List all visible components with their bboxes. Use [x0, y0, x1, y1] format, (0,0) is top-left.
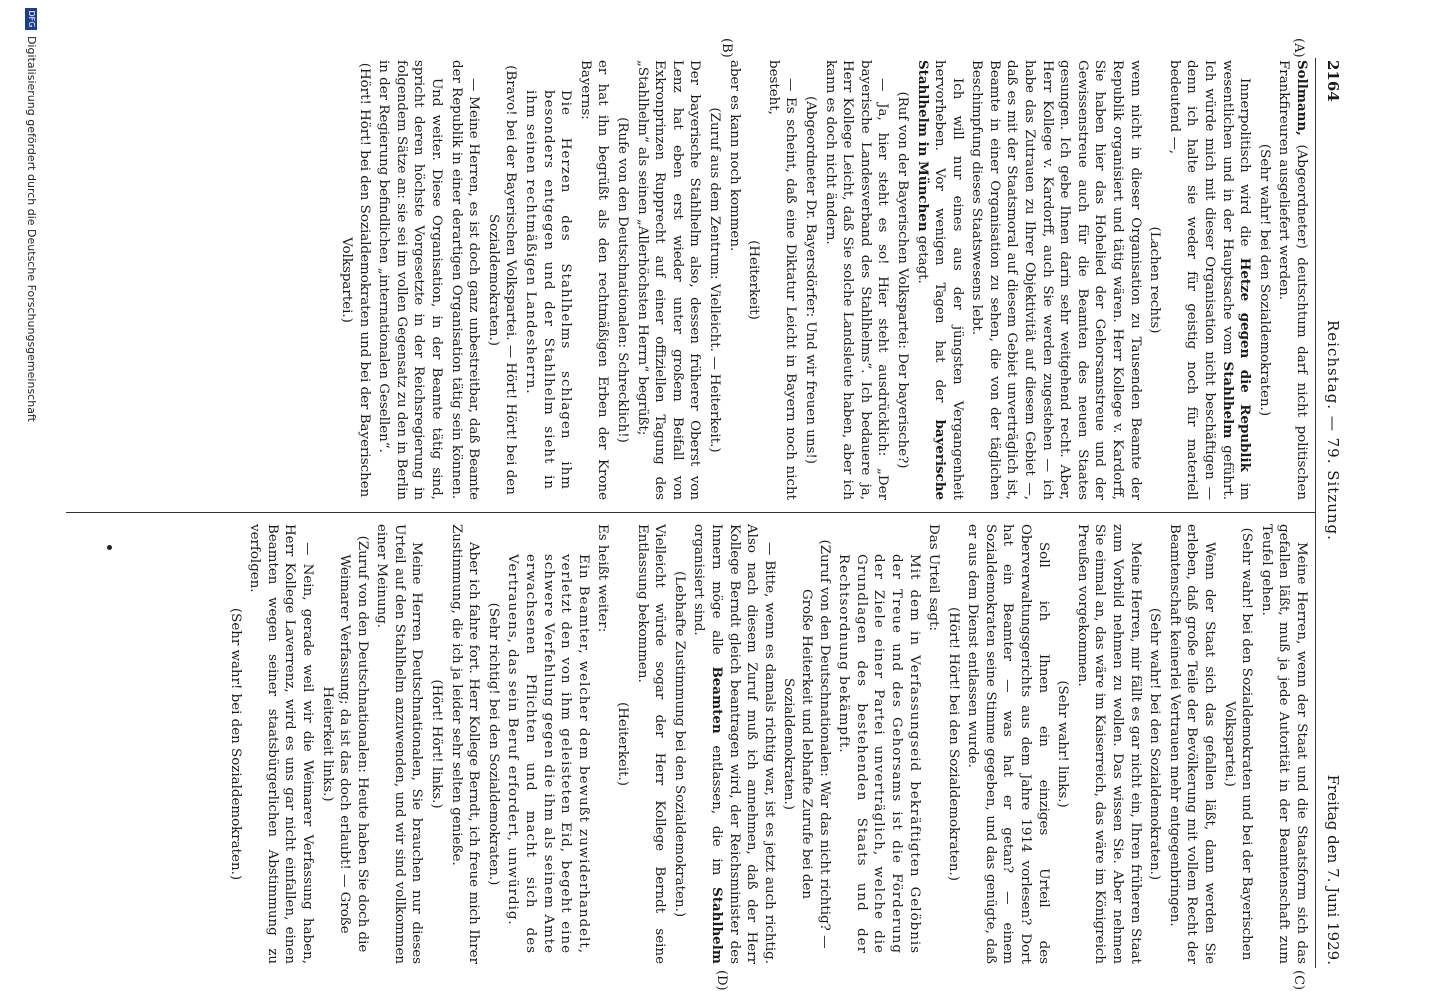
- speaker-role: Abgeordneter: [1294, 149, 1309, 244]
- left-column: [336, 60, 1310, 500]
- interjection: (Lachen rechts): [1147, 226, 1163, 334]
- speck-mark: [107, 545, 112, 550]
- interjection: (Heiterkeit.): [615, 702, 631, 786]
- interjection: (Rufe von den Deutschnationalen: Schrecklich!): [615, 117, 631, 443]
- quotation: Ein Beamter, welcher dem bewußt zuwiderhandelt, verletzt den von ihm geleisteten Eid, begeht eine schwere Verfehlung gegen die ihm als seinem Amte erwachsenen Pflichten und macht sich des Vertrauens, das sein Beruf erfordert, unwürdig.: [505, 554, 591, 955]
- paragraph: Soll ich Ihnen ein einziges Urteil des Oberverwaltungsgerichts aus dem Jahre 1914 vorlesen? Dort hat ein Beamter — was hat er getan? — einem Sozialdemokraten seine Stimme gegeben, und das genügte, daß er aus dem Dienst entlassen wurde.: [965, 524, 1051, 964]
- margin-marker-c: (C): [1291, 970, 1306, 991]
- paragraph: Und weiter. Diese Organisation, in der Beamte tätig sind, spricht deren höchste Vorgesetzte in der Reichsregierung in folgendem Sätze an: sie sei im vollen Gegensatz zu den in Berlin in der Regierung befindlichen „internationalen Gesellen“.: [376, 60, 445, 500]
- interjection: (Ruf von der Bayerischen Volkspartei: Der bayerische?): [894, 91, 910, 469]
- interjection: (Sehr wahr! bei den Sozialdemokraten.): [1147, 607, 1163, 881]
- margin-marker-a: (A): [1291, 38, 1306, 58]
- interjection: (Zuruf von den Deutschnationalen: War das nicht richtig? — Große Heiterkeit und lebhafte Zurufe bei den Sozialdemokraten.): [781, 539, 832, 949]
- margin-marker-d: (D): [714, 970, 729, 991]
- interjection: (Sehr wahr! bei den Sozialdemokraten.): [227, 607, 243, 881]
- paragraph: Wenn der Staat sich das gefallen läßt, dann werden Sie erleben, daß große Teile der Bevölkerung mit vollem Recht der Beamtenschaft keinerlei Vertrauen mehr entgegenbringen.: [1166, 524, 1218, 964]
- right-column: [224, 524, 1310, 964]
- page-number: 2164: [1324, 60, 1342, 102]
- interjection: (Heiterkeit): [746, 240, 762, 320]
- paragraph: Der bayerische Stahlhelm also, dessen früherer Oberst von Lenz hat eben erst wieder unter großem Beifall von Exkronprinzen Rupprecht auf einer offiziellen Tagung des „Stahlhelm“ als seinen „Allerhöchsten Herrn“ begrüßt;: [634, 60, 703, 500]
- paragraph: — Bitte, wenn es damals richtig war, ist es jetzt auch richtig. Also nach diesem Zuruf muß ich annehmen, daß der Herr Kollege Berndt gleich beantragen wird, der Reichsminister des Innern möge alle Beamten entlassen, die im Stahlhelm organisiert sind.: [691, 524, 777, 964]
- paragraph: — Nein, gerade weil wir die Weimarer Verfassung haben, Herr Kollege Laverrenz, wird es uns gar nicht einfallen, einen Beamten wegen seiner staatsbürgerlichen Abstimmung zu verfolgen.: [247, 524, 315, 964]
- paragraph: Das Urteil sagt:: [926, 524, 942, 631]
- paragraph: Sollmann, (Abgeordneter) deutschtum darf nicht politischen Frankfireuren ausgeliefert werden.: [1276, 60, 1310, 501]
- interjection: (Sehr richtig! bei den Sozialdemokraten.): [485, 602, 501, 886]
- paragraph: Meine Herren, mir fällt es gar nicht ein, Ihren früheren Staat zum Vorbild nehmen zu wollen. Das wissen Sie. Aber nehmen Sie einmal an, das wäre im Kaiserreich, das wäre im Königreich Preußen vorgekommen.: [1074, 524, 1143, 964]
- interjection: (Abgeordneter Dr. Bayersdörfer: Und wir freuen uns!): [802, 96, 818, 464]
- paragraph: Vielleicht würde sogar der Herr Kollege Berndt seine Entlassung bekommen.: [634, 524, 668, 964]
- column-divider: [66, 512, 1316, 513]
- paragraph: — Meine Herren, es ist doch ganz unbestreitbar, daß Beamte der Republik in einer derartigen Organisation tätig sein können.: [448, 60, 482, 500]
- quotation: Die Herzen des Stahlhelms schlagen ihm besonders entgegen und der Stahlhelm sieht in ihm seinen rechtmäßigen Landesherrn.: [523, 90, 574, 490]
- margin-marker-b: (B): [719, 38, 734, 58]
- header-title: Reichstag. — 79. Sitzung.: [1324, 320, 1342, 541]
- paragraph: Aber ich fahre fort. Herr Kollege Berndt, ich freue mich Ihrer Zustimmung, die ich ja leider sehr selten genieße.: [448, 524, 482, 964]
- interjection: (Bravo! bei der Bayerischen Volkspartei. — Hört! Hört! bei den Sozialdemokraten.): [485, 65, 519, 495]
- interjection: (Lebhafte Zustimmung bei den Sozialdemokraten.): [671, 570, 687, 918]
- interjection: (Zuruf aus dem Zentrum: Vielleicht. — Heiterkeit.): [707, 107, 722, 453]
- interjection: (Sehr wahr! bei den Sozialdemokraten.): [1256, 143, 1272, 417]
- paragraph: Meine Herren Deutschnationalen, Sie brauchen nur dieses Urteil auf den Stahlhelm anzuwenden, und wir sind vollkommen einer Meinung.: [374, 524, 425, 964]
- quotation: Mit dem in Verfassungseid bekräftigten Gelöbnis der Treue und des Gehorsams ist die Förderung der Ziele einer Partei unverträglich, welche die Grundlagen des bestehenden Staats und der Rechtsordnung bekämpft.: [836, 554, 922, 954]
- speaker-name: Sollmann,: [1294, 60, 1310, 136]
- dfg-logo-icon: DFG: [25, 8, 37, 30]
- header-date: Freitag den 7. Juni 1929.: [1324, 774, 1342, 965]
- funding-footer: [25, 8, 38, 993]
- funding-note: Digitalisierung gefördert durch die Deutsche Forschungsgemeinschaft: [25, 36, 38, 422]
- page-header: [1316, 60, 1342, 965]
- header-rule: [1315, 58, 1316, 968]
- paragraph: wenn nicht in dieser Organisation zu Tausenden Beamte der Republik organisiert und tätig wären. Herr Kollege v. Kardorff, Sie haben hier das Hohelied der Gehorsamstreue und der Gewissenstreue auch für die Beamten des neuen Staates gesungen. Ich gebe Ihnen darin sehr weitgehend recht. Aber, Herr Kollege v. Kardorff, auch Sie werden zugestehen — ich habe das Zutrauen zu Ihrer Objektivität auf diesem Gebiet —, daß es mit der Staatsmoral auf diesem Gebiet unverträglich ist, Beamte in einer Organisation zu sehen, die von der täglichen Beschimpfung dieses Staatswesens lebt.: [969, 60, 1143, 500]
- paragraph: aber es kann noch kommen.: [726, 60, 742, 252]
- paragraph: Ich will nur eines aus der jüngsten Vergangenheit hervorheben. Vor wenigen Tagen hat der bayerische Stahlhelm in München getagt.: [914, 60, 965, 500]
- paragraph: — Es scheint, daß eine Diktatur Leicht in Bayern noch nicht besteht,: [765, 60, 799, 500]
- paragraph: Innerpolitisch wird die Hetze gegen die Republik im wesentlichen und in der Hauptsache vom Stahlhelm geführt. Ich würde mich mit dieser Organisation nicht beschäftigen — denn ich halte sie weder für geistig noch für materiell bedeutend —,: [1166, 60, 1254, 501]
- paragraph: Es heißt weiter:: [595, 524, 611, 633]
- interjection: (Hört! Hört! bei den Sozialdemokraten.): [945, 607, 961, 881]
- interjection: (Hört! Hört! links.): [429, 679, 445, 809]
- interjection: (Hört! Hört! bei den Sozialdemokraten und bei der Bayerischen Volkspartei.): [339, 62, 372, 498]
- paragraph: — Ja, hier steht es so! Hier steht ausdrücklich: „Der bayerische Landesverband des Stahlhelms“. Ich bedauere ja, Herr Kollege Leicht, daß Sie solche Landsleute haben, aber ich kann es doch nicht ändern.: [822, 60, 891, 500]
- interjection: (Zuruf von den Deutschnationalen: Heute haben Sie doch die Weimarer Verfassung; da ist das doch erlaubt! — Große Heiterkeit links.): [319, 535, 370, 953]
- paragraph: er hat ihn begrüßt als den rechtmäßigen Erben der Krone Bayerns:: [577, 60, 611, 500]
- paragraph: Meine Herren, wenn der Staat und die Staatsform sich das gefallen läßt, muß ja jede Autorität in der Beamtenschaft zum Teufel gehen.: [1258, 524, 1309, 964]
- interjection: (Sehr wahr! links.): [1055, 680, 1071, 808]
- interjection: (Sehr wahr! bei den Sozialdemokraten und bei der Bayerischen Volkspartei.): [1221, 527, 1255, 961]
